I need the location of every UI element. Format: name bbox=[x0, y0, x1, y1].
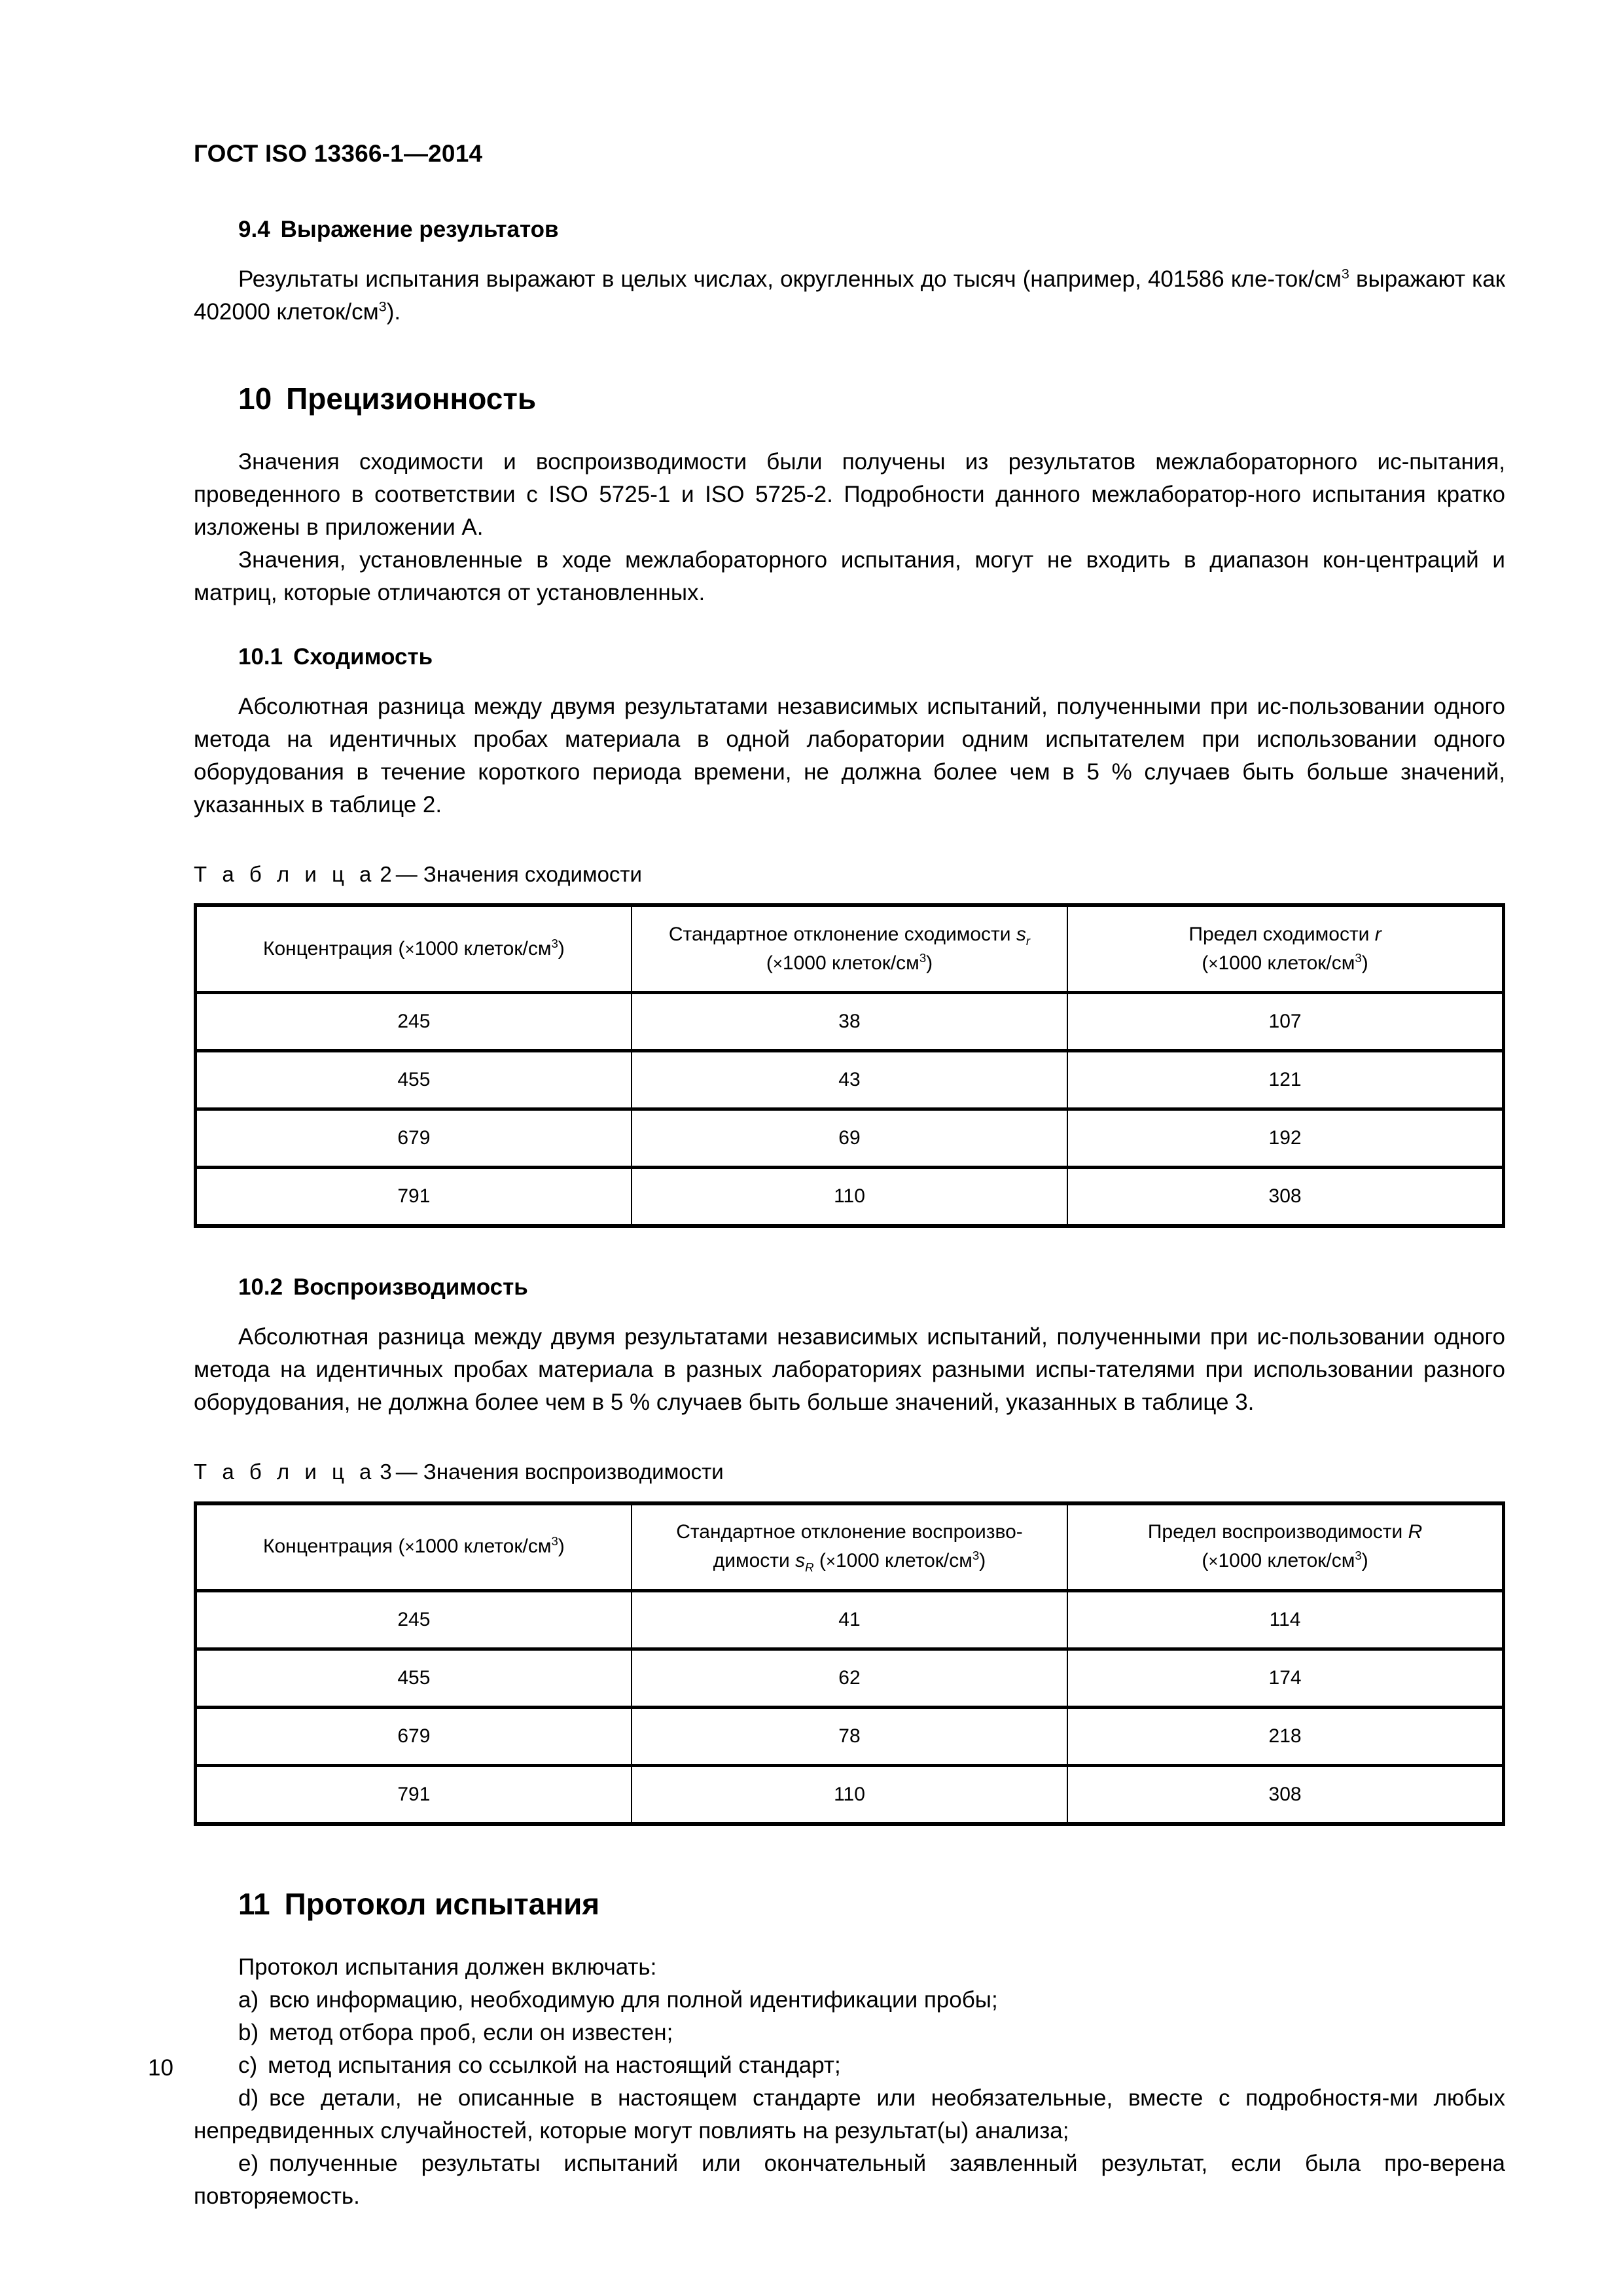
t3c1-suffix: ) bbox=[558, 1535, 565, 1558]
table-cell: 245 bbox=[196, 993, 632, 1051]
t3c3-l2-mid: 1000 клеток/см bbox=[1218, 1550, 1355, 1572]
t2c2-l2-prefix: ( bbox=[766, 952, 773, 974]
t3c2-symbol: s bbox=[795, 1550, 806, 1572]
page-number: 10 bbox=[148, 2055, 173, 2081]
list-item-marker: d) bbox=[238, 2085, 259, 2111]
table-2-col-limit bbox=[1067, 905, 1503, 993]
t3c3-prefix: Предел воспроизводимости bbox=[1147, 1521, 1408, 1543]
p941-sup2: 3 bbox=[378, 298, 387, 315]
list-item-marker: e) bbox=[238, 2150, 259, 2176]
t3c3-l2-sup: 3 bbox=[1355, 1549, 1362, 1563]
t2c1-suffix: ) bbox=[558, 937, 565, 960]
t2c2-l2-suffix: ) bbox=[926, 952, 933, 974]
table-row bbox=[196, 1649, 1504, 1707]
table-2-col-concentration bbox=[196, 905, 632, 993]
heading-10-title: Прецизионность bbox=[286, 382, 537, 416]
t3c3-l2-suffix: ) bbox=[1361, 1550, 1368, 1572]
list-item bbox=[194, 2147, 1505, 2213]
t3c2-l1-prefix: Стандартное отклонение воспроизво- bbox=[676, 1521, 1023, 1543]
table-3-col-concentration bbox=[196, 1503, 632, 1591]
table-cell: 679 bbox=[196, 1109, 632, 1168]
table-3-col-std-dev bbox=[632, 1503, 1067, 1591]
table-cell: 455 bbox=[196, 1051, 632, 1109]
t2c1-prefix: Концентрация ( bbox=[263, 937, 405, 960]
heading-10 bbox=[194, 381, 1505, 417]
table-row bbox=[196, 1109, 1504, 1168]
table-row bbox=[196, 1765, 1504, 1824]
table-3-caption-word: Т а б л и ц а bbox=[194, 1460, 376, 1484]
table-cell: 455 bbox=[196, 1649, 632, 1707]
table-3-caption bbox=[194, 1458, 1505, 1485]
list-item-marker: c) bbox=[238, 2052, 258, 2078]
table-cell: 78 bbox=[632, 1707, 1067, 1765]
table-row bbox=[196, 1707, 1504, 1765]
table-cell: 43 bbox=[632, 1051, 1067, 1109]
paragraph-9-4-1 bbox=[194, 263, 1505, 329]
list-item-text: метод отбора проб, если он известен; bbox=[269, 2019, 673, 2045]
paragraph-11-intro: Протокол испытания должен включать: bbox=[238, 1954, 657, 1980]
list-item-text: метод испытания со ссылкой на настоящий стандарт; bbox=[268, 2052, 841, 2078]
t2c3-l2-times: × bbox=[1208, 954, 1219, 973]
table-cell: 69 bbox=[632, 1109, 1067, 1168]
list-item-text: всю информацию, необходимую для полной идентификации пробы; bbox=[269, 1986, 998, 2013]
t2c3-symbol: r bbox=[1374, 923, 1382, 945]
table-2-caption-dash: — bbox=[395, 862, 418, 887]
heading-9-4-title: Выражение результатов bbox=[280, 217, 559, 242]
t2c3-l2-prefix: ( bbox=[1202, 952, 1209, 974]
heading-9-4 bbox=[194, 216, 1505, 243]
t3c2-open: ( bbox=[813, 1550, 826, 1572]
t3c1-sup: 3 bbox=[551, 1534, 558, 1549]
list-item bbox=[194, 1984, 1505, 2017]
t2c3-prefix: Предел сходимости bbox=[1188, 923, 1375, 945]
table-2-caption-number: 2 bbox=[380, 862, 392, 887]
t3c2-mid: 1000 клеток/см bbox=[835, 1550, 972, 1572]
table-cell: 192 bbox=[1067, 1109, 1503, 1168]
table-2-header-row bbox=[196, 905, 1504, 993]
heading-9-4-number: 9.4 bbox=[238, 217, 270, 242]
table-row bbox=[196, 1051, 1504, 1109]
table-cell: 110 bbox=[632, 1765, 1067, 1824]
paragraph-10-1-1: Абсолютная разница между двумя результатами независимых испытаний, полученными при ис-пользовании одного метода на идентичных пробах материала в одной лаборатории одним испытателем при использовании одного оборудования в течение короткого периода времени, не должна более чем в 5 % случаев быть больше значений, указанных в таблице 2. bbox=[194, 694, 1505, 818]
table-2-caption-word: Т а б л и ц а bbox=[194, 862, 376, 887]
running-header: ГОСТ ISO 13366-1—2014 bbox=[194, 140, 483, 167]
table-3-col-limit bbox=[1067, 1503, 1503, 1591]
t2c2-subscript: r bbox=[1026, 933, 1031, 948]
table-2-caption-title: Значения сходимости bbox=[423, 862, 642, 887]
table-cell: 791 bbox=[196, 1168, 632, 1227]
table-cell: 121 bbox=[1067, 1051, 1503, 1109]
list-item-marker: b) bbox=[238, 2019, 259, 2045]
t2c1-mid: 1000 клеток/см bbox=[414, 937, 552, 960]
t3c1-times: × bbox=[404, 1538, 415, 1557]
paragraph-10-2-1: Абсолютная разница между двумя результатами независимых испытаний, полученными при ис-пользовании одного метода на идентичных пробах материала в разных лабораториях разными испы-тателями при использовании разного оборудования, не должна более чем в 5 % случаев быть больше значений, указанных в таблице 3. bbox=[194, 1324, 1505, 1416]
table-cell: 107 bbox=[1067, 993, 1503, 1051]
t2c1-times: × bbox=[404, 940, 415, 959]
t3c3-l2-times: × bbox=[1208, 1552, 1219, 1571]
t2c3-l2-suffix: ) bbox=[1361, 952, 1368, 974]
t2c2-l2-mid: 1000 клеток/см bbox=[782, 952, 919, 974]
heading-10-1-title: Сходимость bbox=[293, 644, 433, 670]
table-cell: 218 bbox=[1067, 1707, 1503, 1765]
t2c2-symbol: s bbox=[1016, 923, 1026, 945]
table-2-caption bbox=[194, 861, 1505, 888]
table-cell: 174 bbox=[1067, 1649, 1503, 1707]
table-repeatability bbox=[194, 903, 1505, 1228]
list-item bbox=[194, 2017, 1505, 2049]
table-row bbox=[196, 993, 1504, 1051]
table-cell: 308 bbox=[1067, 1168, 1503, 1227]
heading-11-number: 11 bbox=[238, 1886, 270, 1921]
table-cell: 38 bbox=[632, 993, 1067, 1051]
table-cell: 110 bbox=[632, 1168, 1067, 1227]
heading-11 bbox=[194, 1886, 1505, 1922]
table-cell: 114 bbox=[1067, 1590, 1503, 1649]
t2c1-sup: 3 bbox=[551, 936, 558, 950]
t3c1-prefix: Концентрация ( bbox=[263, 1535, 405, 1558]
table-cell: 41 bbox=[632, 1590, 1067, 1649]
page-content bbox=[194, 216, 1505, 2213]
t3c2-times: × bbox=[825, 1552, 836, 1571]
t3c2-sup: 3 bbox=[972, 1549, 980, 1563]
t2c3-l2-sup: 3 bbox=[1355, 950, 1362, 965]
table-cell: 679 bbox=[196, 1707, 632, 1765]
table-row bbox=[196, 1168, 1504, 1227]
table-3-caption-dash: — bbox=[395, 1460, 418, 1484]
t3c1-mid: 1000 клеток/см bbox=[414, 1535, 552, 1558]
heading-10-1 bbox=[194, 643, 1505, 671]
p941-sup1: 3 bbox=[1341, 265, 1349, 282]
table-2-col-std-dev bbox=[632, 905, 1067, 993]
table-3-header-row bbox=[196, 1503, 1504, 1591]
list-item-text: все детали, не описанные в настоящем стандарте или необязательные, вместе с подробностя-ми любых непредвиденных случайностей, которые могут повлиять на результат(ы) анализа; bbox=[194, 2085, 1505, 2144]
table-cell: 791 bbox=[196, 1765, 632, 1824]
t2c2-prefix: Стандартное отклонение сходимости bbox=[668, 923, 1016, 945]
heading-10-2-title: Воспроизводимость bbox=[293, 1274, 528, 1300]
paragraph-10-1: Значения сходимости и воспроизводимости были получены из результатов межлабораторного ис-пытания, проведенного в соответствии с ISO 5725-1 и ISO 5725-2. Подробности данного межлаборатор-ного испытания кратко изложены в приложении А. bbox=[194, 449, 1505, 541]
table-3-caption-number: 3 bbox=[380, 1460, 392, 1484]
p941-suffix: ). bbox=[386, 299, 401, 325]
p941-prefix: Результаты испытания выражают в целых числах, округленных до тысяч (например, 401586 кле-ток/см bbox=[238, 266, 1342, 292]
heading-11-title: Протокол испытания bbox=[284, 1886, 600, 1921]
heading-10-1-number: 10.1 bbox=[238, 644, 283, 670]
list-item-marker: a) bbox=[238, 1986, 259, 2013]
table-3-caption-title: Значения воспроизводимости bbox=[423, 1460, 724, 1484]
list-item-text: полученные результаты испытаний или окончательный заявленный результат, если была про-верена повторяемость. bbox=[194, 2150, 1505, 2209]
t2c2-l2-sup: 3 bbox=[919, 950, 927, 965]
table-cell: 245 bbox=[196, 1590, 632, 1649]
p941-mid: выражают как 402000 клеток/см bbox=[194, 266, 1505, 325]
t2c2-l2-times: × bbox=[772, 954, 783, 973]
paragraph-10-2: Значения, установленные в ходе межлабораторного испытания, могут не входить в диапазон кон-центраций и матриц, которые отличаются от установленных. bbox=[194, 547, 1505, 606]
t3c3-l2-prefix: ( bbox=[1202, 1550, 1209, 1572]
list-item bbox=[194, 2049, 1505, 2082]
table-reproducibility bbox=[194, 1501, 1505, 1826]
t2c3-l2-mid: 1000 клеток/см bbox=[1218, 952, 1355, 974]
table-row bbox=[196, 1590, 1504, 1649]
heading-10-number: 10 bbox=[238, 382, 272, 416]
t3c2-suffix: ) bbox=[979, 1550, 986, 1572]
table-cell: 308 bbox=[1067, 1765, 1503, 1824]
list-item bbox=[194, 2082, 1505, 2147]
t3c2-l2-prefix: димости bbox=[713, 1550, 796, 1572]
t3c2-subscript: R bbox=[805, 1560, 814, 1575]
heading-10-2-number: 10.2 bbox=[238, 1274, 283, 1300]
heading-10-2 bbox=[194, 1274, 1505, 1301]
t3c3-symbol: R bbox=[1408, 1521, 1423, 1543]
table-cell: 62 bbox=[632, 1649, 1067, 1707]
